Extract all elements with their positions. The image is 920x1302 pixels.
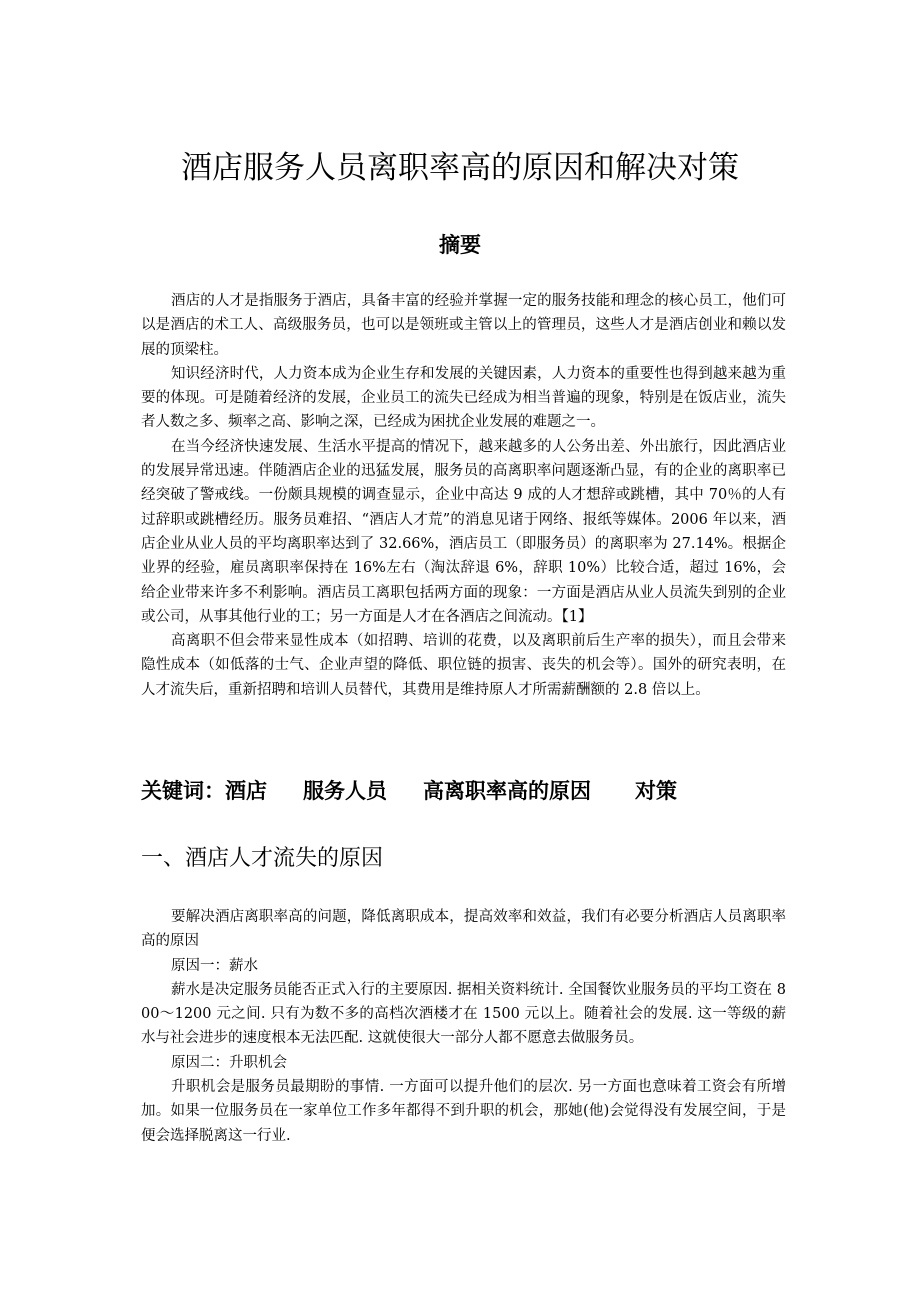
abstract-paragraph: 知识经济时代，人力资本成为企业生存和发展的关键因素，人力资本的重要性也得到越来越为重要的体现。可是随着经济的发展，企业员工的流失已经成为相当普遍的现象，特别是在饭店业，流失者人数之多、频率之高、影响之深，已经成为困扰企业发展的难题之一。	[141, 365, 786, 431]
section-intro-paragraph: 要解决酒店离职率高的问题，降低离职成本，提高效率和效益，我们有必要分析酒店人员离职率高的原因	[141, 909, 786, 950]
abstract-heading: 摘要	[439, 233, 481, 257]
reason-paragraph: 薪水是决定服务员能否正式入行的主要原因. 据相关资料统计. 全国餐饮业服务员的平均工资在 800～1200 元之间. 只有为数不多的高档次酒楼才在 1500 元以上。随着社会的发展. 这一等级的薪水与社会进步的速度根本无法匹配. 这就使很大一部分人都不愿意去做服务员。	[141, 981, 786, 1047]
abstract-paragraph: 酒店的人才是指服务于酒店，具备丰富的经验并掌握一定的服务技能和理念的核心员工，他们可以是酒店的术工人、高级服务员，也可以是领班或主管以上的管理员，这些人才是酒店创业和赖以发展的顶梁柱。	[141, 293, 786, 358]
abstract-paragraph: 在当今经济快速发展、生活水平提高的情况下，越来越多的人公务出差、外出旅行，因此酒店业的发展异常迅速。伴随酒店企业的迅猛发展，服务员的高离职率问题逐渐凸显，有的企业的离职率已经突破了警戒线。一份颇具规模的调查显示，企业中高达 9 成的人才想辞或跳槽，其中 70％的人有过辞职或跳槽经历。服务员难招、“酒店人才荒”的消息见诸于网络、报纸等媒体。2006 年以来，酒店企业从业人员的平均离职率达到了 32.66%，酒店员工（即服务员）的离职率为 27.14%。根据企业界的经验，雇员离职率保持在 16%左右（淘汰辞退 6%，辞职 10%）比较合适，超过 16%，会给企业带来许多不利影响。酒店员工离职包括两方面的现象：一方面是酒店从业人员流失到别的企业或公司，从事其他行业的工；另一方面是人才在各酒店之间流动。【1】	[141, 438, 786, 625]
section-heading: 一、酒店人才流失的原因	[141, 846, 384, 871]
keyword-item: 服务人员	[303, 779, 387, 803]
keyword-item: 对策	[635, 779, 677, 803]
abstract-paragraph: 高离职不但会带来显性成本（如招聘、培训的花费，以及离职前后生产率的损失），而且会带来隐性成本（如低落的士气、企业声望的降低、职位链的损害、丧失的机会等）。国外的研究表明，在人才流失后，重新招聘和培训人员替代，其费用是维持原人才所需薪酬额的 2.8 倍以上。	[141, 633, 786, 698]
section-body	[141, 905, 786, 1148]
keywords-label: 关键词：	[141, 779, 225, 803]
abstract-body	[141, 289, 786, 702]
reason-paragraph: 升职机会是服务员最期盼的事情. 一方面可以提升他们的层次. 另一方面也意味着工资会有所增加。如果一位服务员在一家单位工作多年都得不到升职的机会，那她(他)会觉得没有发展空间，于是便会选择脱离这一行业.	[141, 1079, 786, 1144]
document-title: 酒店服务人员离职率高的原因和解决对策	[181, 150, 739, 186]
keyword-item: 酒店	[225, 779, 267, 803]
reason-label: 原因二：升职机会	[171, 1054, 287, 1071]
reason-label: 原因一：薪水	[171, 957, 258, 974]
keyword-item: 高离职率高的原因	[423, 779, 591, 803]
keywords-line	[141, 775, 821, 807]
